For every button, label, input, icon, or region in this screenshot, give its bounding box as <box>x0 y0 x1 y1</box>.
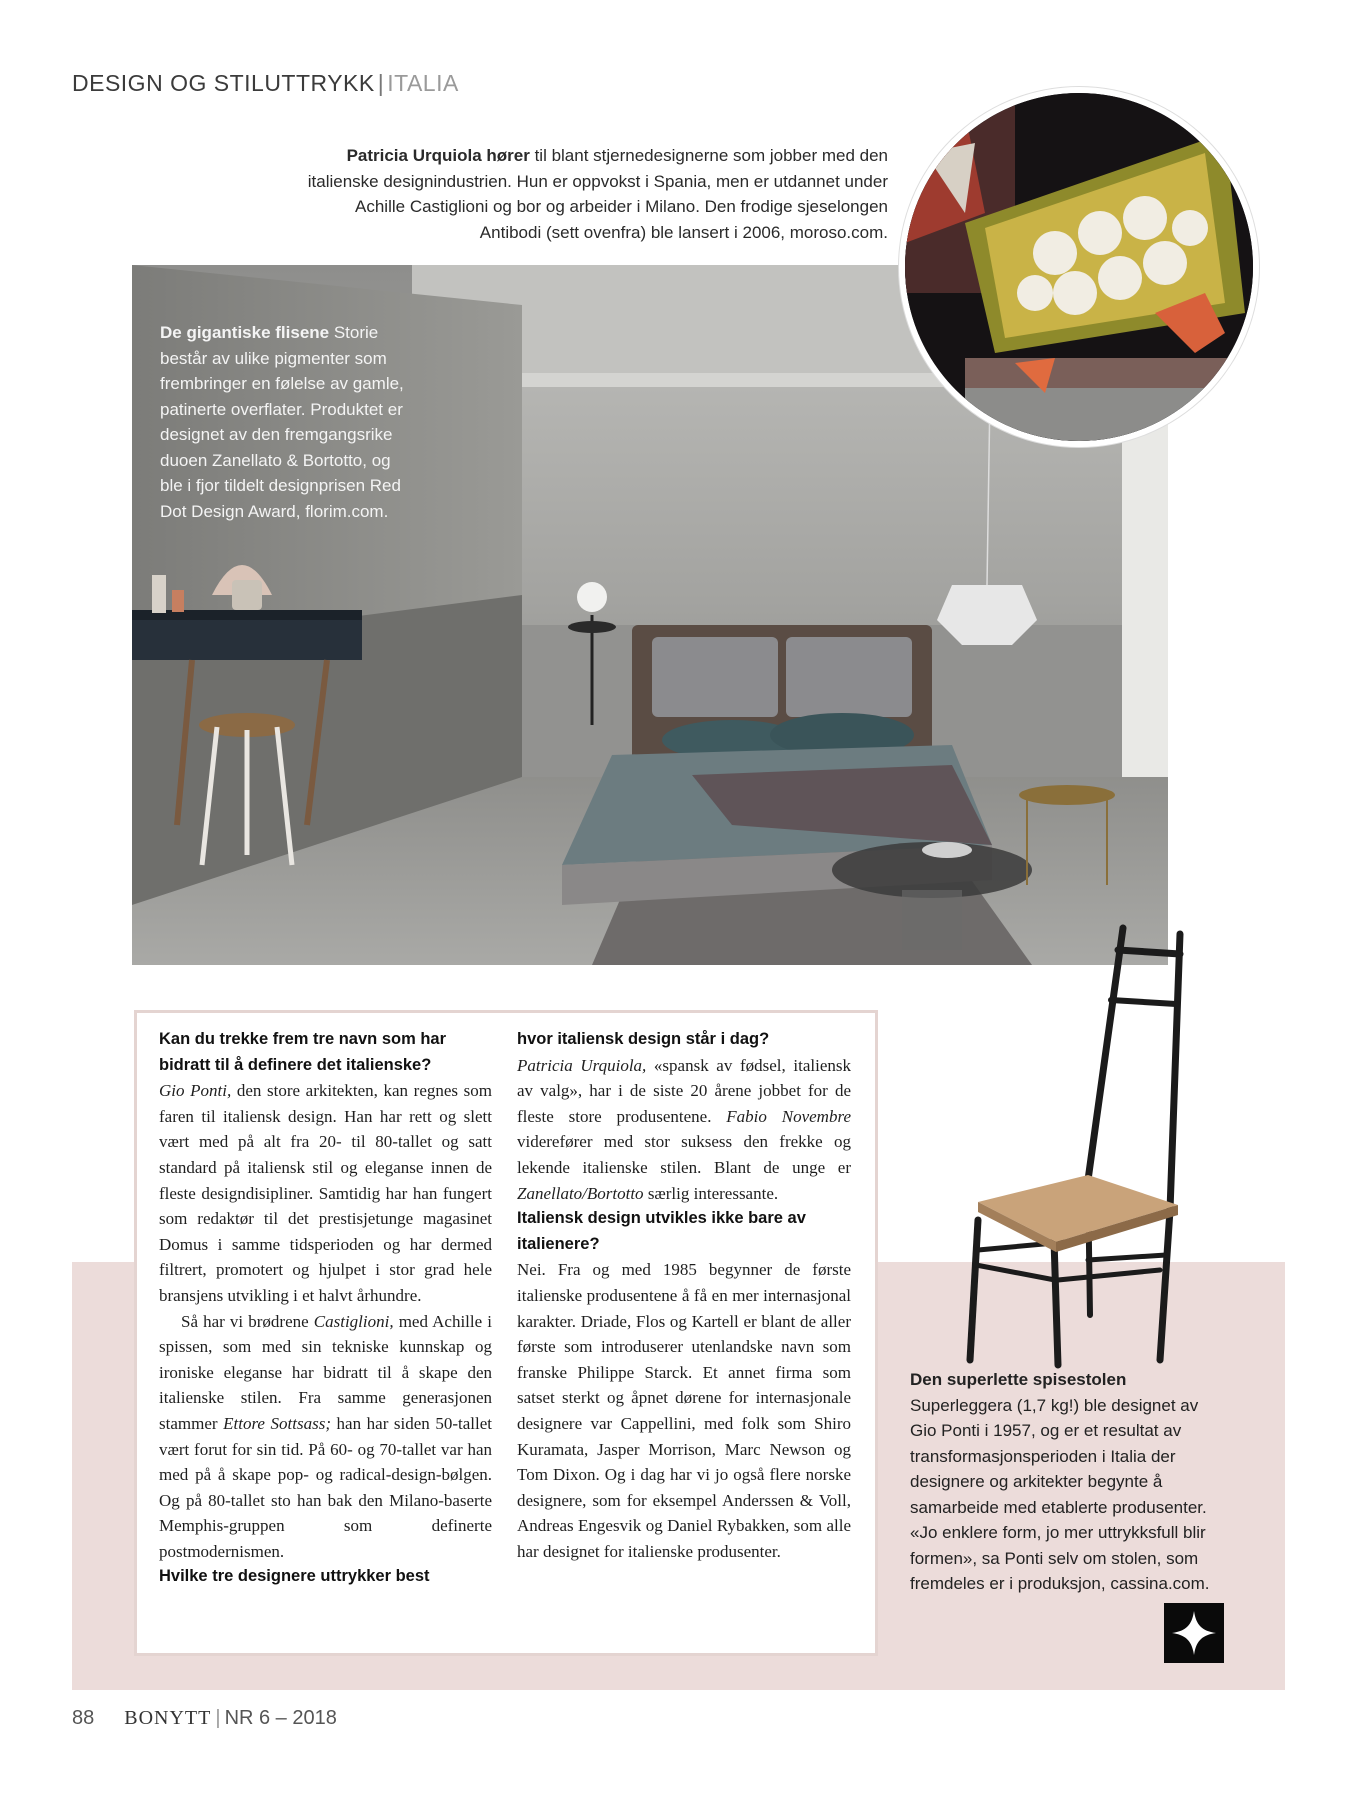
answer-1b-name: Castiglioni, <box>313 1311 394 1331</box>
tile-caption-lead: De gigantiske flisene <box>160 323 330 342</box>
four-point-star-icon <box>1164 1603 1224 1663</box>
answer-3: Nei. Fra og med 1985 begynner de første italienske produsentene å få en mer internasjonal karakter. Driade, Flos og Kartell er blant de aller første som introduserer utenlandske navn som franske Philippe Starck. Et annet firma som satset sterkt og åpnet dørene for internasjonale designere var Cappellini, med folk som Shiro Kuramata, Jasper Morrison, Marc Newson og Tom Dixon. Og i dag har vi jo også flere norske designere, som for eksempel Anderssen & Voll, Andreas Engesvik og Daniel Rybakken, som alle har designet for italienske produsenter. <box>517 1260 851 1561</box>
chaise-longue-top-view-photo <box>899 87 1259 447</box>
interview-column-left <box>159 1027 492 1590</box>
tile-caption <box>160 320 410 524</box>
section-header <box>72 70 459 97</box>
answer-2-name3: Zanellato/Bortotto <box>517 1183 644 1203</box>
answer-1 <box>159 1078 492 1308</box>
intro-caption <box>300 143 888 245</box>
section-title: DESIGN OG STILUTTRYKK <box>72 70 375 96</box>
answer-2-name1: Patricia Urquiola, <box>517 1055 647 1075</box>
intro-caption-text: til blant stjernedesignerne som jobber med den italienske designindustrien. Hun er oppvokst i Spania, men er utdannet under Achille Castiglioni og bor og arbeider i Milano. Den frodige sjeselongen Antibodi (sett ovenfra) ble lansert i 2006, moroso.com. <box>307 146 888 242</box>
tile-caption-text: Storie består av ulike pigmenter som frembringer en følelse av gamle, patinerte overflater. Produktet er designet av den fremgangsrike duoen Zanellato & Bortotto, og ble i fjor tildelt designprisen Red Dot Design Award, florim.com. <box>160 323 404 521</box>
intro-caption-lead: Patricia Urquiola hører <box>346 146 530 165</box>
header-separator: | <box>377 70 385 96</box>
page-footer <box>72 1707 337 1730</box>
chair-caption-text: Superleggera (1,7 kg!) ble designet av Gio Ponti i 1957, og er et resultat av transformasjonsperioden i Italia der designere og arkitekter begynte å samarbeide med etablerte produsenter. «Jo enklere form, jo mer uttrykksfull blir formen», sa Ponti selv om stolen, som fremdeles er i produksjon, cassina.com. <box>910 1395 1210 1593</box>
answer-1b-end: han har siden 50-tallet vært forut for sin tid. På 60- og 70-tallet var han med på å skape pop- og radical-design-bølgen. Og på 80-tallet sto han bak den Milano-baserte Memphis-gruppen som definerte postmodernismen. <box>159 1413 492 1561</box>
chair-caption <box>910 1367 1220 1597</box>
antibodi-illustration <box>905 93 1253 441</box>
section-subtitle: ITALIA <box>387 70 459 96</box>
page-number: 88 <box>72 1707 95 1729</box>
answer-1b-name2: Ettore Sottsass; <box>223 1413 331 1433</box>
question-2-part1: Hvilke tre designere uttrykker best <box>159 1567 430 1586</box>
question-2-part2: hvor italiensk design står i dag? <box>517 1030 770 1048</box>
answer-2-name2: Fabio Novembre <box>726 1106 851 1126</box>
answer-1-name: Gio Ponti, <box>159 1081 232 1101</box>
answer-1b-mid: med Achille i spissen, som med sin tekniske kunnskap og ironiske eleganse har bidratt til å skape den italienske stilen. Fra samme generasjonen stammer <box>159 1311 492 1433</box>
answer-2-text3: særlig interessante. <box>643 1183 779 1203</box>
chair-caption-lead: Den superlette spisestolen <box>910 1370 1127 1389</box>
magazine-brand: BONYTT <box>124 1707 212 1729</box>
interview-column-right <box>517 1027 851 1564</box>
question-1: Kan du trekke frem tre navn som har bidratt til å definere det italienske? <box>159 1030 447 1074</box>
answer-1-text: den store arkitekten, kan regnes som faren til italiensk design. Han har rett og slett vært med på alt fra 20- til 80-tallet og satt standard på italiensk stil og eleganse innen de fleste designdisipliner. Samtidig har han fungert som redaktør til det prestisjetunge magasinet Domus i samme tidsperioden og har dermed filtrert, promotert og hjulpet i stor grad hele bransjens utvikling i et halvt århundre. <box>159 1081 492 1305</box>
answer-1b <box>159 1309 492 1565</box>
question-3: Italiensk design utvikles ikke bare av italienere? <box>517 1209 806 1253</box>
superleggera-chair-photo <box>948 920 1198 1370</box>
answer-2 <box>517 1053 851 1207</box>
answer-2-text1: «spansk av fødsel, italiensk av valg», har i de siste 20 årene jobbet for de fleste store produsentene. <box>517 1055 851 1126</box>
answer-1b-pre: Så har vi brødrene <box>181 1311 314 1331</box>
chair-illustration <box>948 920 1198 1370</box>
issue-label: NR 6 – 2018 <box>224 1707 337 1729</box>
footer-separator: | <box>215 1707 221 1729</box>
answer-2-text2: viderefører med stor suksess den frekke og lekende italienske stilen. Blant de unge er <box>517 1132 851 1177</box>
